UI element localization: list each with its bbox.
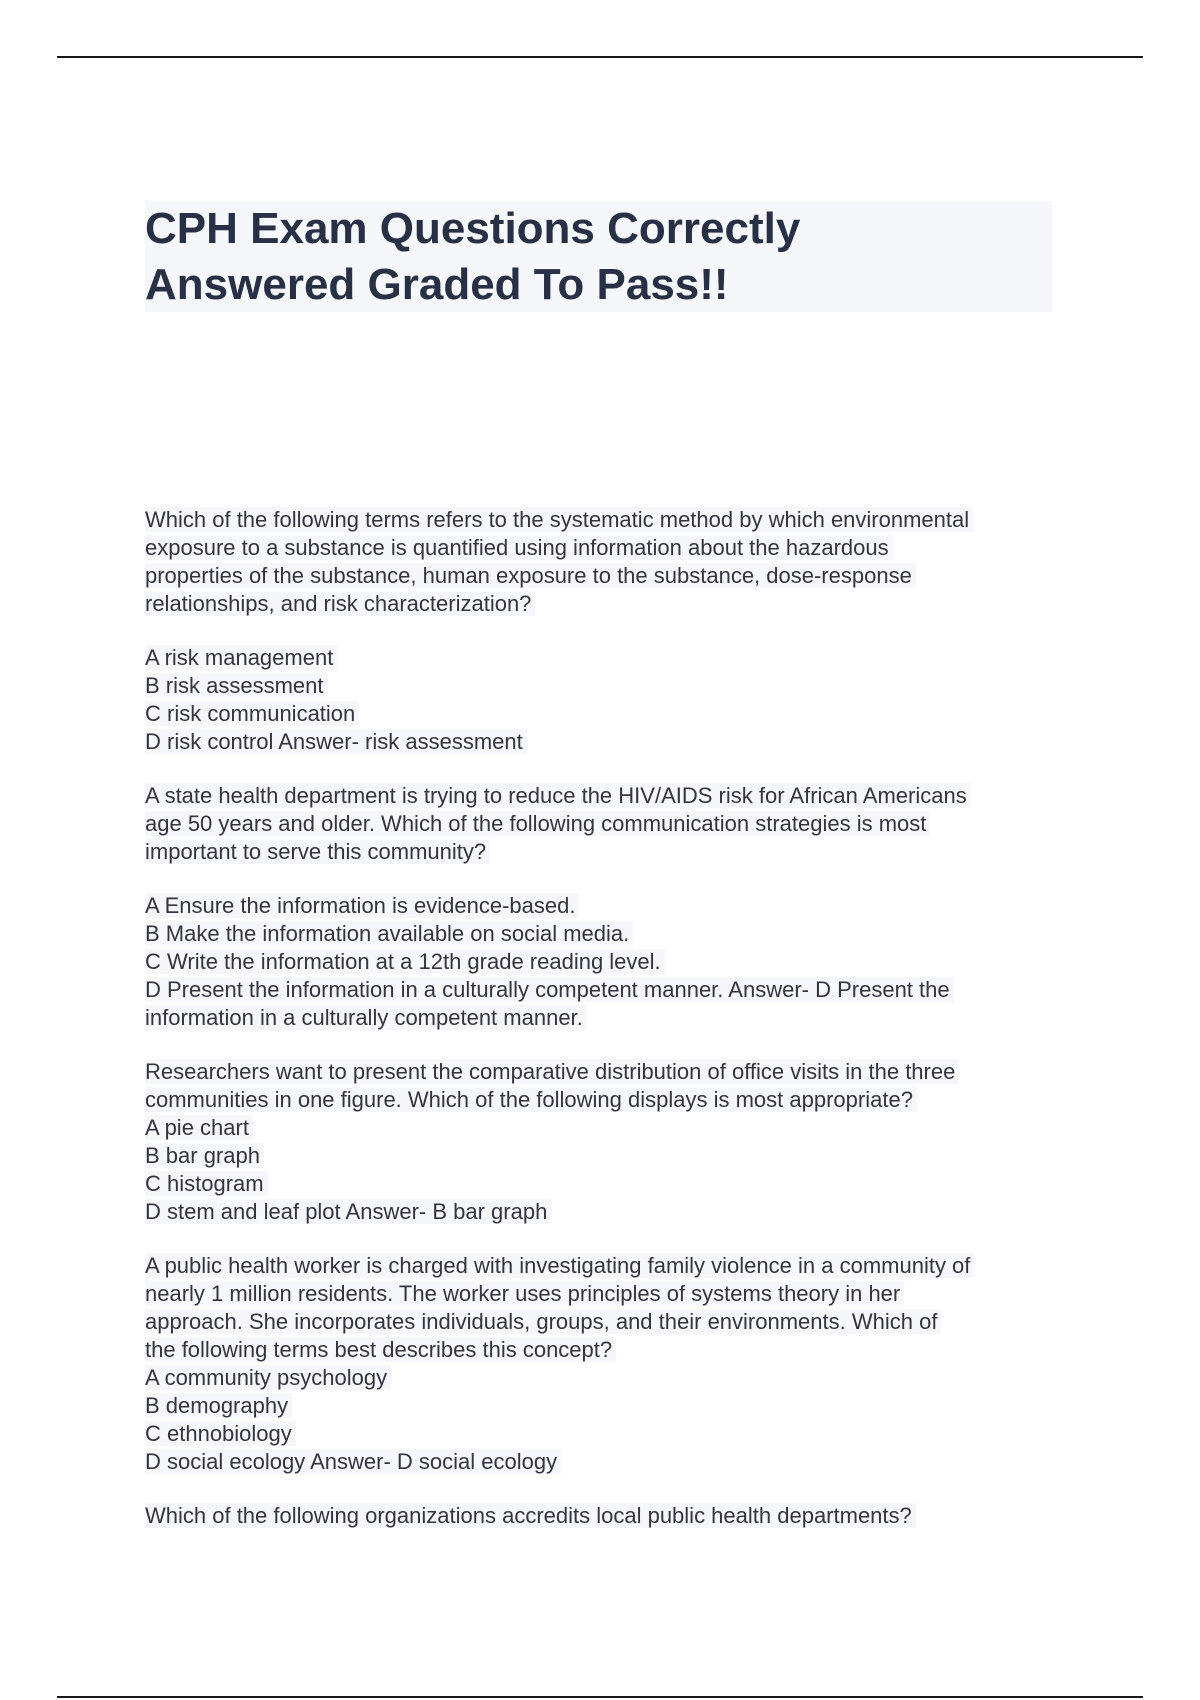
question-stem-line: age 50 years and older. Which of the following communication strategies is most xyxy=(145,810,1055,838)
question-stem-line: properties of the substance, human exposure to the substance, dose-response xyxy=(145,562,1055,590)
answer-option: B bar graph xyxy=(145,1142,1055,1170)
answer-option-with-answer: D risk control Answer- risk assessment xyxy=(145,728,1055,756)
top-rule xyxy=(57,56,1143,58)
answer-option: B risk assessment xyxy=(145,672,1055,700)
answer-option-with-answer: D social ecology Answer- D social ecology xyxy=(145,1448,1055,1476)
question-stem-line: Which of the following terms refers to the systematic method by which environmental xyxy=(145,506,1055,534)
question-stem-line: A public health worker is charged with investigating family violence in a community of xyxy=(145,1252,1055,1280)
question-stem-line: nearly 1 million residents. The worker uses principles of systems theory in her xyxy=(145,1280,1055,1308)
answer-option: C Write the information at a 12th grade reading level. xyxy=(145,948,1055,976)
answer-option: A community psychology xyxy=(145,1364,1055,1392)
answer-option: B demography xyxy=(145,1392,1055,1420)
answer-option-with-answer: D Present the information in a culturally competent manner. Answer- D Present the xyxy=(145,976,1055,1004)
title-line-2: Answered Graded To Pass!! xyxy=(145,260,729,309)
question-list xyxy=(145,506,1055,1530)
answer-option: A risk management xyxy=(145,644,1055,672)
question-stem-line: Researchers want to present the comparative distribution of office visits in the three xyxy=(145,1058,1055,1086)
question-stem-line: A state health department is trying to reduce the HIV/AIDS risk for African Americans xyxy=(145,782,1055,810)
question-stem-line: relationships, and risk characterization? xyxy=(145,590,1055,618)
answer-option: C ethnobiology xyxy=(145,1420,1055,1448)
answer-option: C histogram xyxy=(145,1170,1055,1198)
question-1 xyxy=(145,506,1055,756)
question-stem-line: exposure to a substance is quantified using information about the hazardous xyxy=(145,534,1055,562)
title-line-1: CPH Exam Questions Correctly xyxy=(145,204,801,253)
question-4 xyxy=(145,1252,1055,1476)
answer-option-with-answer: D stem and leaf plot Answer- B bar graph xyxy=(145,1198,1055,1226)
answer-option: A Ensure the information is evidence-based. xyxy=(145,892,1055,920)
answer-option: B Make the information available on social media. xyxy=(145,920,1055,948)
question-stem-line: the following terms best describes this concept? xyxy=(145,1336,1055,1364)
answer-option: C risk communication xyxy=(145,700,1055,728)
question-5 xyxy=(145,1502,1055,1530)
document-title xyxy=(145,201,1052,313)
bottom-rule xyxy=(57,1696,1143,1698)
question-3 xyxy=(145,1058,1055,1226)
question-2 xyxy=(145,782,1055,1032)
answer-continuation: information in a culturally competent manner. xyxy=(145,1004,1055,1032)
question-stem-line: communities in one figure. Which of the following displays is most appropriate? xyxy=(145,1086,1055,1114)
title-block xyxy=(145,201,1052,312)
question-stem-line: Which of the following organizations accredits local public health departments? xyxy=(145,1502,1055,1530)
question-stem-line: important to serve this community? xyxy=(145,838,1055,866)
answer-option: A pie chart xyxy=(145,1114,1055,1142)
question-stem-line: approach. She incorporates individuals, groups, and their environments. Which of xyxy=(145,1308,1055,1336)
